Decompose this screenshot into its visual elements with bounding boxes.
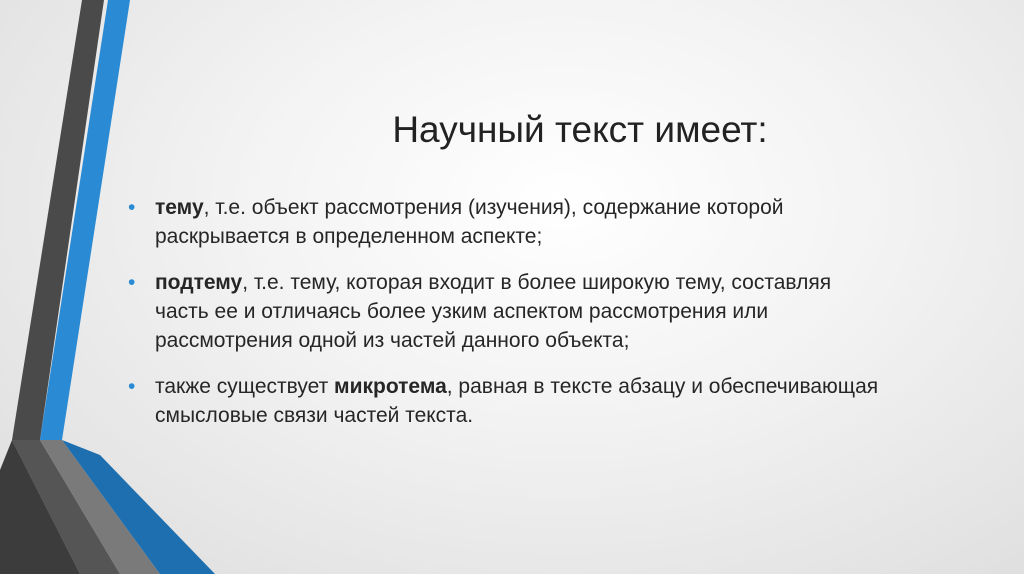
bullet-list bbox=[128, 193, 888, 447]
bullet-text-after: , т.е. тему, которая входит в более широкую тему, составляя часть ее и отличаясь более узким аспектом рассмотрения или рассмотрения одной из частей данного объекта; bbox=[155, 271, 832, 352]
bullet-dot-icon: • bbox=[128, 196, 136, 219]
list-item bbox=[128, 268, 888, 355]
list-item bbox=[128, 372, 888, 430]
bullet-text-after: , т.е. объект рассмотрения (изучения), содержание которой раскрывается в определенном аспекте; bbox=[155, 196, 784, 248]
list-item bbox=[128, 193, 888, 251]
bullet-text-after: , равная в тексте абзацу и обеспечивающая смысловые связи частей текста. bbox=[155, 375, 879, 427]
bullet-dot-icon: • bbox=[128, 375, 136, 398]
bullet-term: микротема bbox=[334, 375, 447, 398]
bullet-term: тему bbox=[155, 196, 204, 219]
bullet-text-before: также существует bbox=[155, 375, 335, 398]
slide-title: Научный текст имеет: bbox=[392, 109, 768, 150]
bullet-term: подтему bbox=[155, 271, 243, 294]
bullet-dot-icon: • bbox=[128, 271, 136, 294]
